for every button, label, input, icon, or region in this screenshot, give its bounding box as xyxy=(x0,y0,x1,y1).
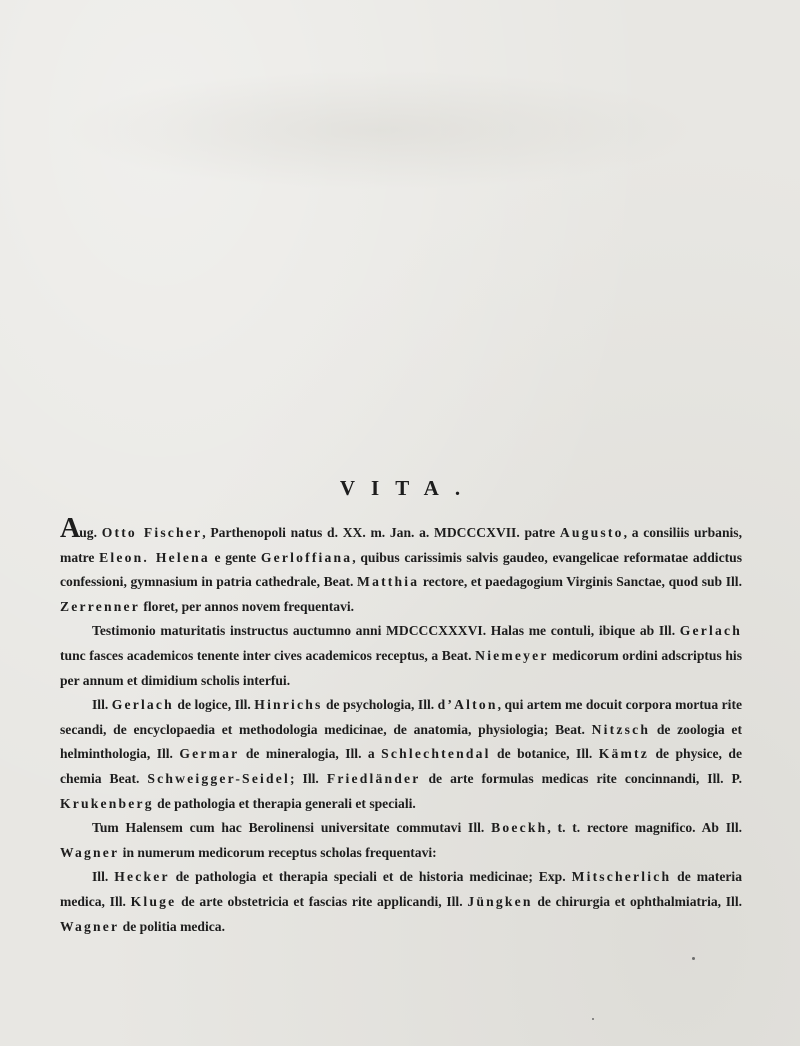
text-run: ug. xyxy=(79,525,102,540)
text-run: de psychologia, Ill. xyxy=(322,697,438,713)
paragraph xyxy=(60,513,742,619)
person-name: Mitscherlich xyxy=(571,869,672,885)
person-name: Friedländer xyxy=(326,770,421,786)
text-run: de politia medica. xyxy=(119,918,225,934)
text-run: , qui artem me docuit corpora mortua rite secandi, de encyclopaedia et methodologia medicinae, de anatomia, physiologia; Beat. xyxy=(60,697,743,737)
text-run: in numerum medicorum receptus scholas frequentavi: xyxy=(119,844,437,860)
text-run: medicorum ordini adscriptus his per annum et dimidium scholis interfui. xyxy=(60,647,742,688)
text-run: rectore, et paedagogium Virginis Sanctae, quod sub Ill. xyxy=(419,574,742,590)
person-name: Otto Fischer xyxy=(101,525,203,540)
paragraph xyxy=(60,865,742,939)
person-name: Matthia xyxy=(357,574,420,590)
text-run: ; Ill. xyxy=(290,770,327,786)
text-run: e gente xyxy=(209,549,261,565)
text-run: floret, per annos novem frequentavi. xyxy=(139,598,355,614)
person-name: Germar xyxy=(179,746,240,762)
vita-body-text xyxy=(60,513,743,939)
person-name: d’Alton xyxy=(437,697,498,713)
text-run: de chirurgia et ophthalmiatria, Ill. xyxy=(532,893,743,909)
text-run: , t. t. rectore magnifico. Ab Ill. xyxy=(547,820,743,836)
initial-letter: A xyxy=(60,513,80,544)
person-name: Gerlach xyxy=(111,697,174,713)
text-run: de arte obstetricia et fascias rite applicandi, Ill. xyxy=(176,893,468,909)
person-name: Kämtz xyxy=(598,746,649,762)
text-run: de botanice, Ill. xyxy=(490,746,599,762)
paragraph xyxy=(60,816,742,865)
person-name: Schweigger-Seidel xyxy=(147,770,290,786)
person-name: Hecker xyxy=(114,869,170,885)
person-name: Niemeyer xyxy=(475,647,549,663)
person-name: Gerloffiana xyxy=(260,549,353,565)
paragraph xyxy=(60,693,742,816)
person-name: Krukenberg xyxy=(60,795,154,811)
text-run: , Parthenopoli natus d. XX. m. Jan. a. MDCCCXVII. patre xyxy=(202,525,560,540)
text-run: , quibus carissimis salvis gaudeo, evangelicae reformatae addictus confessioni, gymnasium in patria cathedrale, Beat. xyxy=(60,549,742,590)
text-run: de zoologia et helminthologia, Ill. xyxy=(60,721,742,762)
text-run: de pathologia et therapia speciali et de historia medicinae; Exp. xyxy=(169,869,572,885)
text-run: de physice, de chemia Beat. xyxy=(60,746,742,786)
person-name: Wagner xyxy=(60,918,120,934)
text-run: tunc fasces academicos tenente inter cives academicos receptus, a Beat. xyxy=(60,647,476,663)
paper-speck xyxy=(692,957,695,960)
person-name: Augusto xyxy=(559,525,624,540)
paper-speck xyxy=(592,1018,594,1020)
person-name: Schlechtendal xyxy=(381,746,491,762)
text-run: Tum Halensem cum hac Berolinensi universitate commutavi Ill. xyxy=(92,820,492,836)
person-name: Eleon. Helena xyxy=(99,549,210,565)
person-name: Jüngken xyxy=(467,893,533,909)
person-name: Kluge xyxy=(130,893,177,909)
show-through-bleed xyxy=(60,70,700,190)
text-run: de materia medica, Ill. xyxy=(60,869,743,909)
text-run: de logice, Ill. xyxy=(173,697,255,713)
person-name: Zerrenner xyxy=(60,598,140,614)
person-name: Gerlach xyxy=(679,623,742,639)
person-name: Hinrichs xyxy=(254,697,323,713)
text-run: , a consiliis urbanis, matre xyxy=(60,525,742,565)
person-name: Wagner xyxy=(60,844,120,860)
text-run: de arte formulas medicas rite concinnandi, Ill. P. xyxy=(420,770,742,786)
person-name: Nitzsch xyxy=(591,721,651,737)
page-title: VITA. xyxy=(339,476,477,500)
text-run: Testimonio maturitatis instructus auctumno anni MDCCCXXXVI. Halas me contuli, ibique ab Ill. xyxy=(92,623,680,639)
text-run: de mineralogia, Ill. a xyxy=(239,746,382,762)
text-run: de pathologia et therapia generali et speciali. xyxy=(153,795,416,811)
text-run: Ill. xyxy=(92,869,115,885)
text-run: Ill. xyxy=(92,697,112,713)
person-name: Boeckh xyxy=(491,820,548,836)
paragraph xyxy=(60,619,742,693)
